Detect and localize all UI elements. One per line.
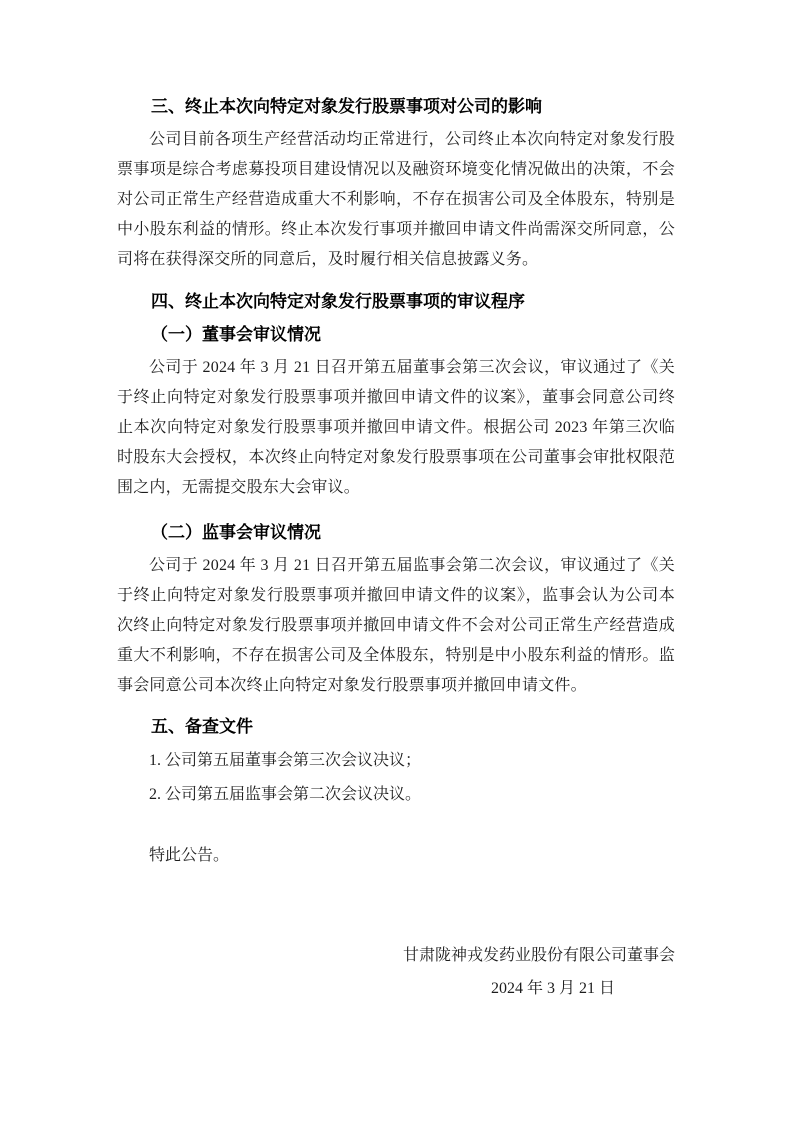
section-heading-procedure: 四、终止本次向特定对象发行股票事项的审议程序 [151, 292, 525, 311]
signature-company-board: 甘肃陇神戎发药业股份有限公司董事会 [402, 947, 675, 964]
subheading-board-review: （一）董事会审议情况 [151, 325, 321, 344]
reference-document-item-1: 1. 公司第五届董事会第三次会议决议； [149, 752, 422, 769]
signature-date: 2024 年 3 月 21 日 [490, 980, 615, 997]
paragraph-supervisory-review: 公司于 2024 年 3 月 21 日召开第五届监事会第二次会议，审议通过了《关于终止向特定对象发行股票事项并撤回申请文件的议案》，监事会认为公司本次终止向特定对象发行股票事项并撤回申请文件不会对公司正常生产经营造成重大不利影响，不存在损害公司及全体股东，特别是中小股东利益的情形。监事会同意公司本次终止向特定对象发行股票事项并撤回申请文件。 [117, 557, 675, 694]
section-heading-impact: 三、终止本次向特定对象发行股票事项对公司的影响 [151, 97, 542, 116]
section-heading-reference-documents: 五、备查文件 [151, 717, 253, 736]
subheading-supervisory-review: （二）监事会审议情况 [151, 523, 321, 542]
closing-statement: 特此公告。 [149, 847, 230, 864]
paragraph-impact: 公司目前各项生产经营活动均正常进行，公司终止本次向特定对象发行股票事项是综合考虑募投项目建设情况以及融资环境变化情况做出的决策，不会对公司正常生产经营造成重大不利影响，不存在损害公司及全体股东，特别是中小股东利益的情形。终止本次发行事项并撤回申请文件尚需深交所同意，公司将在获得深交所的同意后，及时履行相关信息披露义务。 [117, 131, 675, 268]
reference-document-item-2: 2. 公司第五届监事会第二次会议决议。 [149, 786, 422, 803]
paragraph-board-review: 公司于 2024 年 3 月 21 日召开第五届董事会第三次会议，审议通过了《关于终止向特定对象发行股票事项并撤回申请文件的议案》，董事会同意公司终止本次向特定对象发行股票事项并撤回申请文件。根据公司 2023 年第三次临时股东大会授权，本次终止向特定对象发行股票事项在公司董事会审批权限范围之内，无需提交股东大会审议。 [117, 359, 675, 496]
